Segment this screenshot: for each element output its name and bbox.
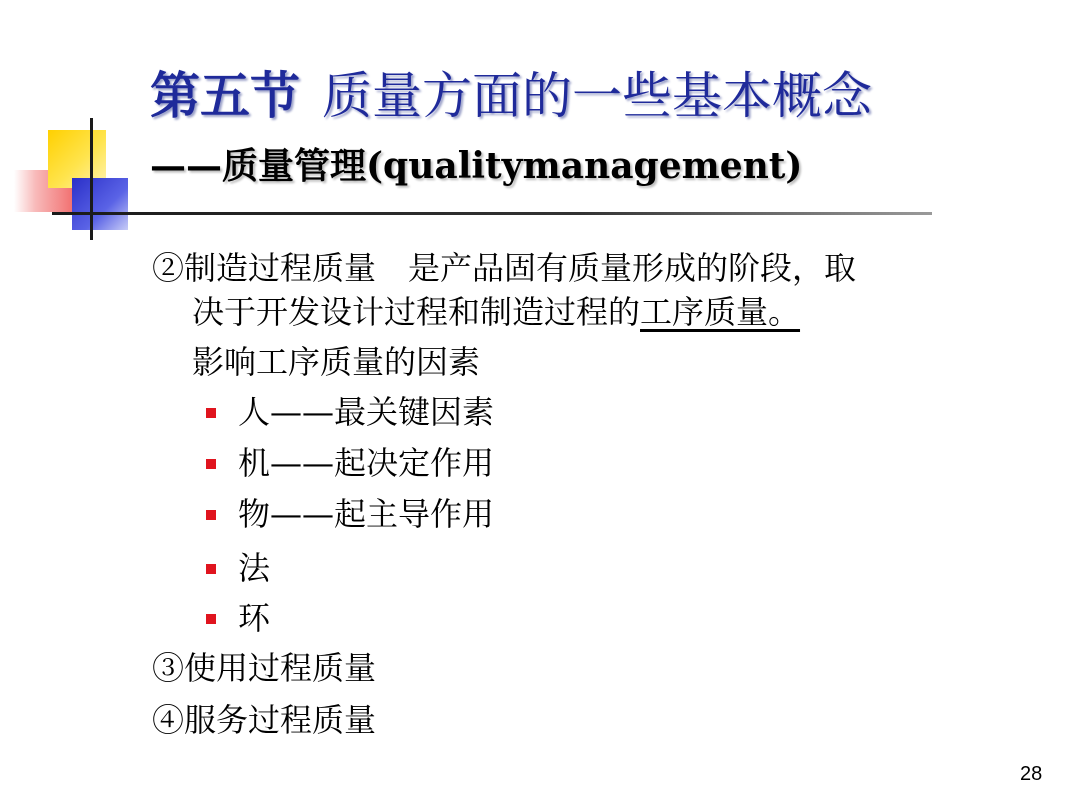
bullet-square-icon xyxy=(206,408,216,418)
decorative-vertical-line xyxy=(90,118,93,240)
list-item xyxy=(206,441,494,485)
list-item xyxy=(206,596,270,640)
bullet-square-icon xyxy=(206,459,216,469)
paragraph-line-2 xyxy=(192,290,800,334)
title-divider-line xyxy=(52,212,932,215)
section-label: 第五节 xyxy=(150,66,300,125)
paragraph-line-2-text: 决于开发设计过程和制造过程的 xyxy=(192,293,641,331)
slide-subtitle: ——质量管理(qualitymanagement) xyxy=(150,145,803,187)
slide-title xyxy=(150,66,872,126)
bullet-square-icon xyxy=(206,510,216,520)
factors-heading: 影响工序质量的因素 xyxy=(192,343,481,381)
list-item xyxy=(206,546,270,590)
title-main: 质量方面的一些基本概念 xyxy=(322,67,872,125)
list-item-text: 物——起主导作用 xyxy=(238,495,495,533)
paragraph-line-1: ②制造过程质量 是产品固有质量形成的阶段，取 xyxy=(152,249,857,287)
list-item-text: 法 xyxy=(238,549,271,587)
list-item xyxy=(206,390,494,434)
item-3: ③使用过程质量 xyxy=(152,649,377,687)
list-item-text: 环 xyxy=(238,599,271,637)
list-item-text: 人——最关键因素 xyxy=(238,393,495,431)
item-4: ④服务过程质量 xyxy=(152,701,377,739)
decorative-blue-square xyxy=(72,178,128,230)
list-item-text: 机——起决定作用 xyxy=(238,444,495,482)
page-number: 28 xyxy=(1020,763,1043,785)
bullet-square-icon xyxy=(206,614,216,624)
list-item xyxy=(206,492,494,536)
bullet-square-icon xyxy=(206,564,216,574)
underlined-key-term: 工序质量。 xyxy=(640,293,801,331)
